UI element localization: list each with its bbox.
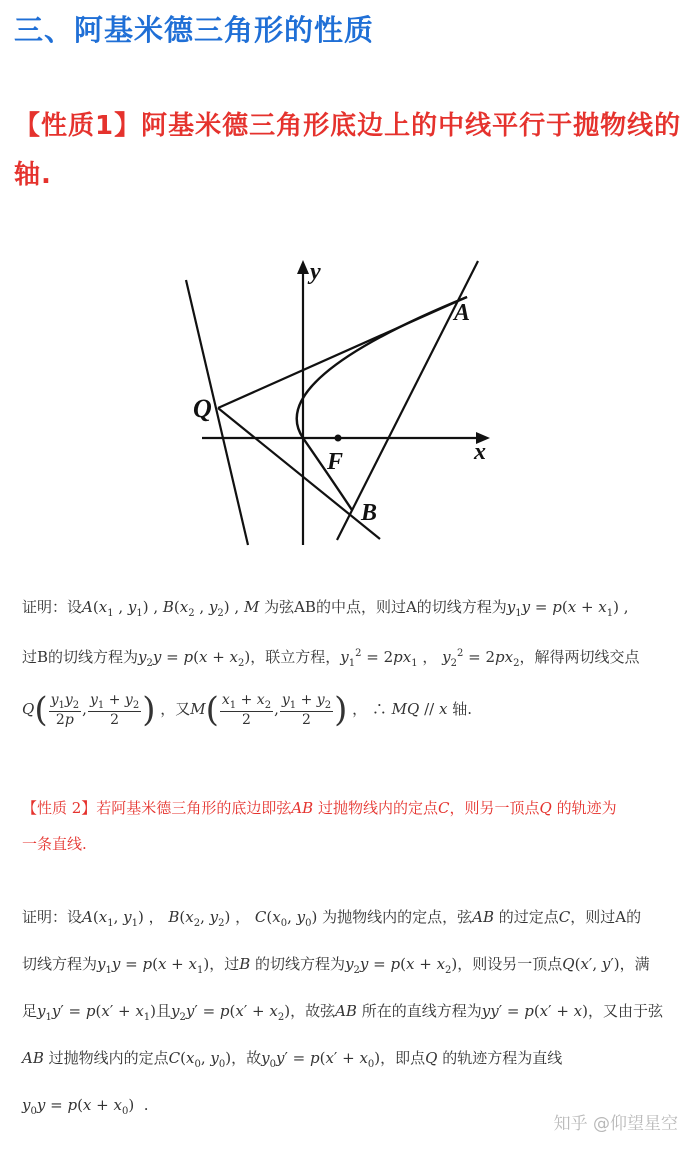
property-1-statement: 【性质1】阿基米德三角形底边上的中线平行于抛物线的轴. bbox=[14, 111, 682, 190]
proof2-line5: $y_0y = p(x + x_0)$ . bbox=[22, 1096, 149, 1117]
proof1-line1: 证明：设$A(x_1$ , $y_1$) , $B(x_2$ , $y_2$) , M 为弦AB的中点，则过A的切线方程为$y_1y = p(x + x_1)$ , bbox=[22, 598, 629, 619]
label-x: x bbox=[474, 439, 486, 465]
proof2-line3: 足$y_1y' = p(x' + x_1)$且$y_2y' = p(x' + x_2)$，故弦AB 所在的直线方程为yy′ = p(x′ + x)，又由于弦 bbox=[22, 1002, 663, 1023]
tangent-line-qa bbox=[218, 297, 467, 408]
watermark: 知乎 @仰望星空 bbox=[553, 1114, 678, 1134]
y-axis-arrow bbox=[297, 260, 309, 274]
property2-line2: 一条直线. bbox=[22, 835, 87, 853]
proof2-line2: 切线方程为$y_1y = p(x + x_1)$，过B 的切线方程为$y_2y = p(x + x_2)$，则设另一顶点Q(x′, y′)，满 bbox=[22, 955, 650, 976]
label-a: A bbox=[454, 300, 471, 326]
label-b: B bbox=[361, 500, 378, 526]
proof2-line1: 证明：设$A(x_1$, $y_1$) ， $B(x_2$, $y_2$) ， $C(x_0$, $y_0$) 为抛物线内的定点，弦AB 的过定点C，则过A的 bbox=[22, 908, 642, 929]
label-y: y bbox=[310, 259, 321, 285]
focus-point bbox=[335, 435, 342, 442]
parabola-curve bbox=[297, 297, 467, 510]
property2-line1: 【性质 2】若阿基米德三角形的底边即弦AB 过抛物线内的定点C，则另一顶点Q 的轨迹为 bbox=[22, 799, 617, 817]
archimedes-triangle-figure bbox=[180, 255, 500, 550]
label-f: F bbox=[327, 449, 344, 475]
section-title: 三、阿基米德三角形的性质 bbox=[14, 13, 375, 47]
proof1-line3: Q( $\frac{y_1y_2}{2p}$ , $\frac{y_1 + y_2}{2}$ ) ，又M( $\frac{x_1 + x_2}{2}$ , $\frac{y_1 + y_2}{2}$ ) ， ∴ MQ // x 轴. bbox=[22, 690, 473, 730]
label-q: Q bbox=[193, 394, 212, 423]
proof1-line2: 过B的切线方程为$y_2y = p(x + x_2)$，联立方程，$y_1^2 = 2px_1$ ， $y_2^2 = 2px_2$，解得两切线交点 bbox=[22, 648, 640, 669]
proof2-line4: AB 过抛物线内的定点$C(x_0$, $y_0$)，故$y_0y' = p(x' + x_0)$，即点Q 的轨迹方程为直线 bbox=[22, 1049, 563, 1070]
